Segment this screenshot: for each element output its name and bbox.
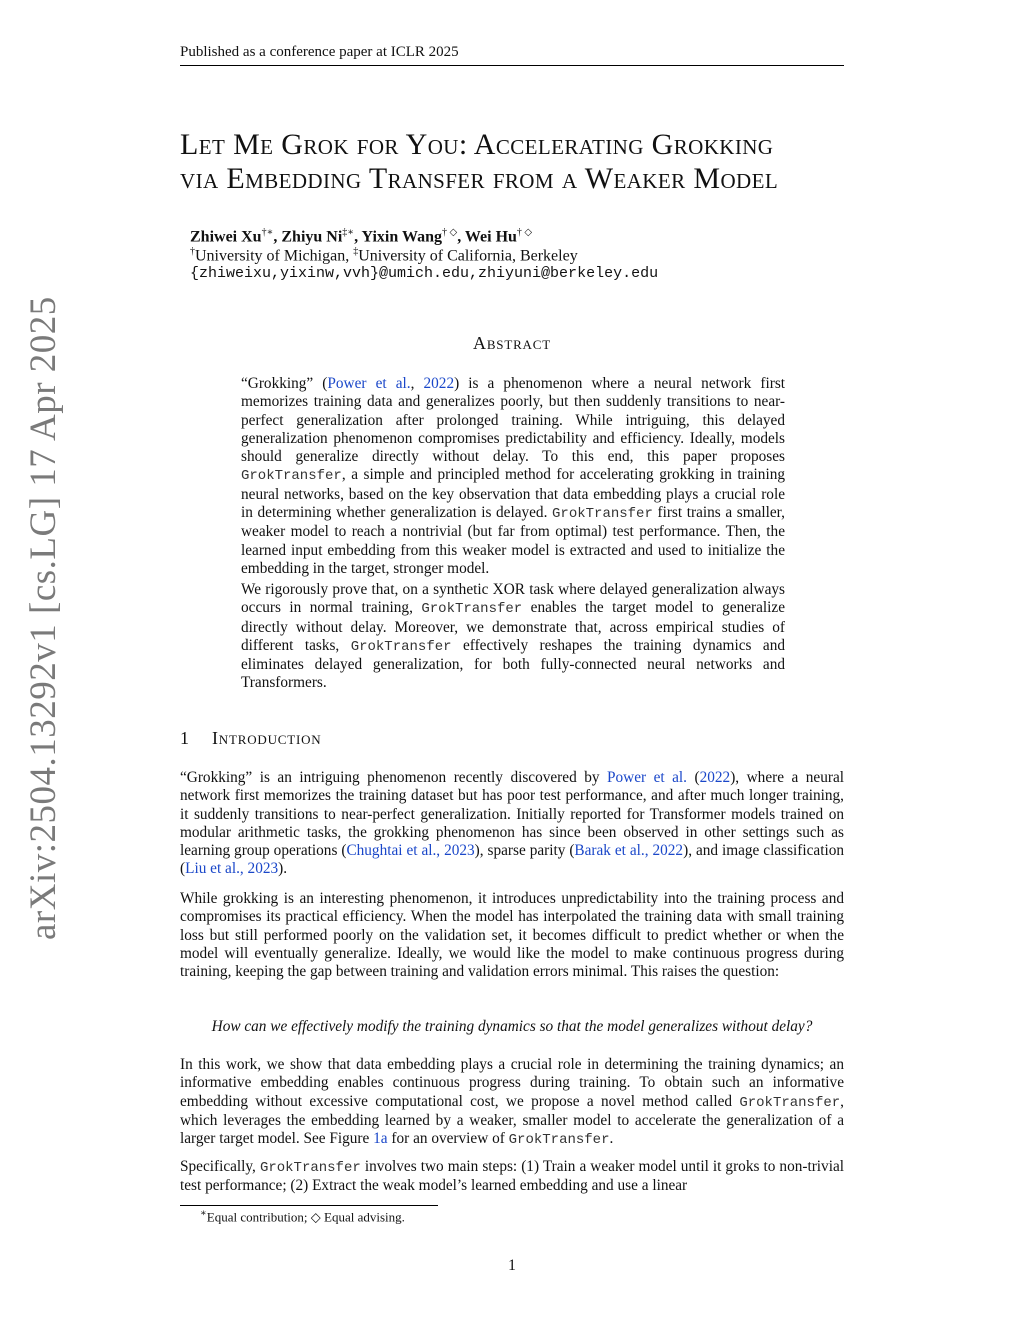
author-separator: ,: [354, 228, 362, 246]
intro-paragraph-2: While grokking is an interesting phenomenon, it introduces unpredictability into the training process and compromises its practical efficiency. When the model has interpolated the training data with small training loss but still performed poorly on the validation set, it becomes difficult to predict whether or when the model will eventually generalize. Ideally, we would like the model to make continuous progress during training, keeping the gap between training and validation errors minimal. This raises the question:: [180, 890, 844, 981]
text-run: .: [609, 1130, 614, 1148]
citation-year-link[interactable]: 2022: [423, 375, 455, 392]
header-rule: [180, 65, 844, 66]
text-run: ).: [278, 860, 288, 878]
section-heading-introduction: [180, 728, 321, 749]
method-name: GrokTransfer: [241, 468, 342, 485]
footnote-rule: [180, 1205, 438, 1206]
text-run: Specifically,: [180, 1158, 260, 1175]
method-name: GrokTransfer: [421, 601, 523, 618]
text-run: enables the target model to generalize directly without delay. Moreover, we demonstrate that, across empirical studies of different tasks,: [241, 599, 785, 654]
text-run: ,: [410, 375, 424, 392]
affiliations: [190, 246, 578, 265]
text-run: (: [687, 769, 700, 786]
method-name: GrokTransfer: [350, 638, 452, 655]
abstract-heading: Abstract: [473, 333, 551, 353]
citation-link[interactable]: Liu et al., 2023: [185, 860, 279, 878]
text-run: involves two main steps: (1) Train a weaker model until it groks to non-trivial test performance; (2) Extract the weak model’s learned embedding and use a linear: [180, 1158, 844, 1195]
section-name: Introduction: [212, 728, 322, 748]
method-name: GrokTransfer: [508, 1132, 610, 1149]
citation-link[interactable]: Barak et al., 2022: [574, 842, 684, 860]
author-name: Zhiyu Ni: [281, 228, 343, 246]
author-marks: † ◇: [441, 227, 458, 238]
affiliation-mark: ‡: [353, 246, 359, 257]
text-run: , a simple and principled method for accelerating grokking in training neural networks, based on the key observation that data embedding plays a crucial role in determining whether generalization is delayed.: [241, 466, 785, 522]
method-name: GrokTransfer: [552, 506, 653, 523]
page-number: 1: [508, 1257, 516, 1274]
title-line-1: Let Me Grok for You: Accelerating Grokking: [180, 128, 774, 161]
text-run: ), where a neural network first memorizes the training dataset but has poor test performance, and after much longer training, it suddenly transitions to near-perfect generalization. Initially reported for Transformer models trained on modular arithmetic tasks, the grokking phenomenon has since been observed in other settings such as learning group operations (: [180, 769, 844, 860]
text-run: , which leverages the embedding learned by a weaker, smaller model to accelerate the generalization of a larger target model. See Figure: [180, 1092, 844, 1148]
abstract-paragraph-1: [241, 375, 785, 578]
text-run: first trains a smaller, weaker model to reach a nontrivial (but far from optimal) test performance. Then, the learned input embedding from this weaker model is extracted and used to initialize the embedding in the target, stronger model.: [241, 504, 785, 577]
author-name: Zhiwei Xu: [190, 228, 262, 246]
text-run: “Grokking” (: [241, 375, 328, 392]
text-run: ) is a phenomenon where a neural network first memorizes training data and generalizes poorly, but then suddenly transitions to near-perfect generalization after prolonged training. While intriguing, this delayed generalization phenomenon compromises predictability and efficiency. Ideally, models should generalize directly without delay. To this end, this paper proposes: [241, 375, 786, 466]
footnote-text: Equal contribution; ◇ Equal advising.: [206, 1209, 405, 1225]
research-question: How can we effectively modify the training dynamics so that the model generalizes without delay?: [211, 1018, 813, 1035]
text-run: ), and image classification (: [180, 842, 844, 878]
paper-title: [180, 128, 844, 196]
citation-link[interactable]: Chughtai et al., 2023: [346, 842, 475, 860]
citation-link[interactable]: Power et al.: [607, 769, 688, 786]
author-marks: †∗: [261, 227, 274, 238]
footnote-mark: ∗: [200, 1208, 207, 1219]
text-run: “Grokking” is an intriguing phenomenon recently discovered by: [180, 769, 608, 786]
affiliation: University of Michigan,: [195, 247, 354, 265]
author-name: Yixin Wang: [361, 228, 442, 246]
running-header: Published as a conference paper at ICLR 2025: [180, 44, 459, 60]
method-name: GrokTransfer: [739, 1094, 841, 1111]
author-marks: ‡∗: [342, 227, 355, 238]
text-run: effectively reshapes the training dynamics and eliminates delayed generalization, for both fully-connected neural networks and Transformers.: [241, 636, 785, 692]
arxiv-stamp: arXiv:2504.13292v1 [cs.LG] 17 Apr 2025: [23, 296, 64, 940]
author-list: [190, 227, 532, 246]
author-marks: † ◇: [516, 227, 533, 238]
footnote: [200, 1208, 405, 1225]
affiliation-mark: †: [190, 246, 195, 257]
author-emails: {zhiweixu,yixinw,vvh}@umich.edu,zhiyuni@berkeley.edu: [190, 265, 659, 282]
author-separator: ,: [273, 228, 282, 246]
author-name: Wei Hu: [464, 228, 517, 246]
citation-link[interactable]: Power et al.: [327, 375, 411, 392]
citation-year-link[interactable]: 2022: [699, 769, 731, 786]
figure-ref-link[interactable]: 1a: [373, 1130, 388, 1148]
author-separator: ,: [457, 228, 465, 246]
method-name: GrokTransfer: [259, 1160, 361, 1176]
affiliation: University of California, Berkeley: [358, 247, 578, 265]
text-run: for an overview of: [387, 1130, 509, 1148]
text-run: In this work, we show that data embedding plays a crucial role in determining the training dynamics; an informative embedding enables continuous progress during training. To obtain such an informative embedding without excessive computational cost, we propose a novel method called: [180, 1056, 844, 1110]
text-run: We rigorously prove that, on a synthetic XOR task where delayed generalization always occurs in normal training,: [241, 581, 785, 617]
title-line-2: via Embedding Transfer from a Weaker Model: [180, 162, 779, 195]
section-number: 1: [180, 728, 189, 748]
abstract-paragraph-2: [241, 581, 785, 693]
intro-paragraph-1: [180, 769, 844, 879]
intro-paragraph-3: [180, 1056, 844, 1149]
intro-paragraph-4: [180, 1158, 844, 1196]
text-run: ), sparse parity (: [474, 842, 575, 860]
